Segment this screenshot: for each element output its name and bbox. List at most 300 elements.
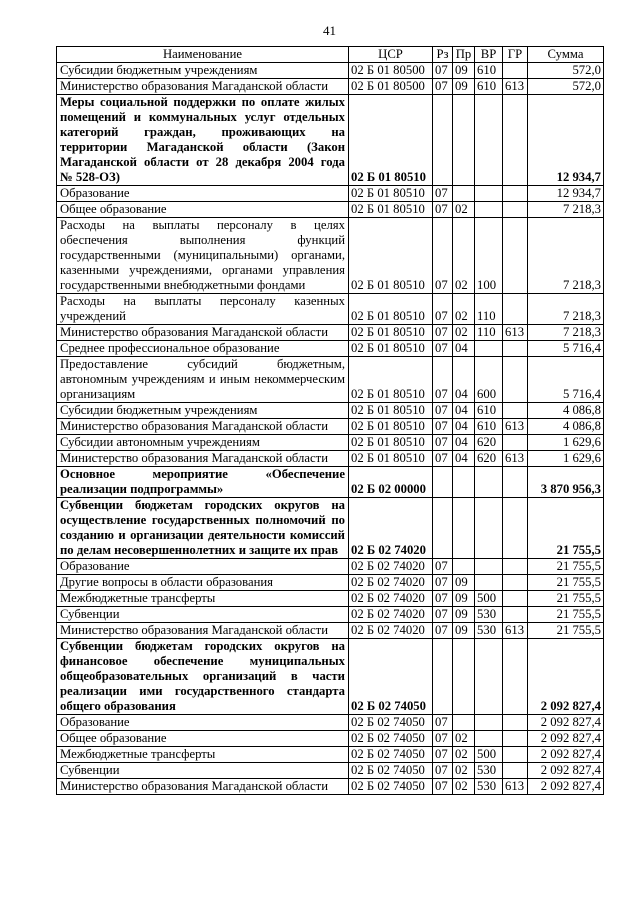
table-row [57,435,604,451]
cell-name-line [60,528,345,543]
word: Магаданской [60,155,137,169]
cell-vr: 610 [475,79,503,95]
cell-gr [503,639,528,715]
cell-gr [503,294,528,325]
cell-gr [503,747,528,763]
word: автономным [60,372,128,386]
word: на [122,218,135,232]
cell-csr: 02 Б 02 74020 [349,623,433,639]
cell-rz [433,467,453,498]
cell-pr [453,186,475,202]
cell-name: Образование [57,186,349,202]
cell-vr: 110 [475,294,503,325]
cell-sum: 7 218,3 [528,325,604,341]
cell-vr [475,639,503,715]
cell-vr: 530 [475,779,503,795]
cell-pr: 04 [453,435,475,451]
cell-csr: 02 Б 02 74050 [349,779,433,795]
cell-gr [503,607,528,623]
word: мероприятие [152,467,228,481]
cell-csr: 02 Б 01 80500 [349,79,433,95]
cell-name-line: № 528-ОЗ) [60,170,120,184]
cell-sum: 2 092 827,4 [528,715,604,731]
cell-csr: 02 Б 02 00000 [349,467,433,498]
word: 28 [215,155,229,169]
cell-name-line: государственными внебюджетными фондами [60,278,306,292]
cell-csr: 02 Б 01 80510 [349,419,433,435]
table-row [57,731,604,747]
cell-vr [475,559,503,575]
cell-pr [453,95,475,186]
word: некоммерческим [254,372,345,386]
cell-name [57,218,349,294]
cell-csr: 02 Б 02 74050 [349,639,433,715]
cell-sum: 572,0 [528,79,604,95]
cell-vr [475,186,503,202]
table-row [57,357,604,403]
cell-pr: 09 [453,623,475,639]
cell-rz: 07 [433,218,453,294]
table-row [57,294,604,325]
cell-gr [503,435,528,451]
cell-gr [503,731,528,747]
cell-name [57,498,349,559]
cell-pr: 04 [453,341,475,357]
word: учреждениями, [129,263,213,277]
word: округов [274,639,320,653]
cell-csr: 02 Б 01 80510 [349,294,433,325]
cell-rz: 07 [433,325,453,341]
word: выплаты [154,294,202,308]
cell-csr: 02 Б 01 80510 [349,325,433,341]
cell-csr: 02 Б 02 74020 [349,575,433,591]
cell-sum: 2 092 827,4 [528,639,604,715]
cell-csr: 02 Б 01 80500 [349,63,433,79]
cell-csr: 02 Б 02 74050 [349,731,433,747]
word: бюджетам [134,498,193,512]
header-pr: Пр [453,47,475,63]
cell-vr: 500 [475,591,503,607]
table-row [57,403,604,419]
table-row [57,325,604,341]
cell-vr: 620 [475,435,503,451]
word: от [196,155,209,169]
cell-name: Субвенции [57,763,349,779]
table-row [57,715,604,731]
cell-csr: 02 Б 02 74050 [349,763,433,779]
cell-name: Субсидии бюджетным учреждениям [57,403,349,419]
cell-name [57,95,349,186]
table-row [57,451,604,467]
word: иным [219,372,251,386]
word: и [208,372,216,386]
cell-name: Субвенции [57,607,349,623]
cell-sum: 21 755,5 [528,575,604,591]
cell-pr: 04 [453,403,475,419]
cell-rz: 07 [433,186,453,202]
cell-gr [503,186,528,202]
word: комиссий [289,528,345,542]
word: органами, [291,248,345,262]
word: отдельных [283,110,345,124]
table-row [57,639,604,715]
cell-name-line [60,248,345,263]
cell-gr [503,341,528,357]
cell-name-line [60,110,345,125]
cell-gr [503,202,528,218]
table-row [57,607,604,623]
cell-sum: 21 755,5 [528,623,604,639]
cell-gr: 613 [503,623,528,639]
word: казенными [60,263,120,277]
cell-vr: 530 [475,623,503,639]
cell-name-line [60,639,345,654]
cell-vr: 500 [475,747,503,763]
table-row [57,623,604,639]
word: созданию [60,528,114,542]
cell-name-line [60,263,345,278]
cell-sum: 5 716,4 [528,341,604,357]
cell-rz: 07 [433,623,453,639]
word: поддержки [173,95,237,109]
word: и [133,110,142,124]
cell-sum: 21 755,5 [528,559,604,575]
table-row [57,419,604,435]
cell-gr [503,467,528,498]
header-name: Наименование [57,47,349,63]
table-row [57,218,604,294]
word: Меры [60,95,95,109]
word: бюджетам [134,639,193,653]
cell-vr: 530 [475,763,503,779]
cell-pr: 09 [453,607,475,623]
cell-sum: 2 092 827,4 [528,763,604,779]
cell-name: Среднее профессиональное образование [57,341,349,357]
cell-pr: 04 [453,357,475,403]
cell-name: Межбюджетные трансферты [57,591,349,607]
cell-sum: 2 092 827,4 [528,731,604,747]
cell-pr: 02 [453,779,475,795]
cell-rz: 07 [433,451,453,467]
word: на [331,639,345,653]
cell-pr: 09 [453,591,475,607]
word: помещений [60,110,126,124]
table-row [57,591,604,607]
cell-pr [453,498,475,559]
word: на [331,498,345,512]
word: государственного [174,684,275,698]
word: городских [204,639,263,653]
word: персоналу [217,218,273,232]
cell-name-line [60,294,345,309]
table-row [57,498,604,559]
cell-pr: 09 [453,575,475,591]
word: округов [274,498,320,512]
cell-vr [475,341,503,357]
cell-name: Образование [57,559,349,575]
table-row [57,559,604,575]
word: Магаданской [146,140,224,154]
cell-csr: 02 Б 02 74050 [349,747,433,763]
cell-pr: 04 [453,419,475,435]
cell-pr: 02 [453,731,475,747]
cell-rz: 07 [433,357,453,403]
cell-gr [503,498,528,559]
word: органами [221,263,273,277]
word: финансовое [60,654,128,668]
cell-vr [475,715,503,731]
word: Расходы [60,218,105,232]
cell-sum: 1 629,6 [528,435,604,451]
cell-vr [475,95,503,186]
cell-vr: 100 [475,218,503,294]
word: в [290,669,298,683]
cell-sum: 1 629,6 [528,451,604,467]
cell-sum: 21 755,5 [528,591,604,607]
word: выполнения [179,233,246,247]
cell-vr [475,731,503,747]
word: (Закон [306,140,345,154]
cell-name: Общее образование [57,731,349,747]
cell-rz [433,498,453,559]
cell-sum: 12 934,7 [528,95,604,186]
cell-name-line [60,140,345,155]
word: социальной [99,95,168,109]
cell-rz: 07 [433,435,453,451]
cell-gr [503,591,528,607]
cell-name-line [60,357,345,372]
cell-rz: 07 [433,731,453,747]
cell-name-line [60,233,345,248]
cell-name: Министерство образования Магаданской области [57,325,349,341]
cell-rz: 07 [433,591,453,607]
cell-pr [453,559,475,575]
cell-name: Субсидии автономным учреждениям [57,435,349,451]
word: по [241,95,256,109]
word: Предоставление [60,357,149,371]
cell-csr: 02 Б 01 80510 [349,218,433,294]
cell-name: Министерство образования Магаданской области [57,79,349,95]
cell-name-line [60,684,345,699]
cell-gr [503,559,528,575]
word: Основное [60,467,115,481]
word: казенных [294,294,345,308]
cell-sum: 2 092 827,4 [528,779,604,795]
cell-gr [503,763,528,779]
header-gr: ГР [503,47,528,63]
word: функций [297,233,345,247]
cell-sum: 4 086,8 [528,403,604,419]
word: на [331,125,345,139]
word: государственными [60,248,161,262]
cell-name: Субсидии бюджетным учреждениям [57,63,349,79]
word: осуществление [60,513,147,527]
cell-csr: 02 Б 01 80510 [349,403,433,419]
word: года [320,155,345,169]
word: области [242,140,288,154]
cell-name-line [60,155,345,170]
cell-pr [453,639,475,715]
cell-rz: 07 [433,575,453,591]
cell-csr: 02 Б 01 80510 [349,341,433,357]
cell-gr [503,575,528,591]
cell-csr: 02 Б 01 80510 [349,451,433,467]
word: выплаты [152,218,200,232]
cell-vr: 620 [475,451,503,467]
cell-name-line: по делам несовершеннолетних и защите их прав [60,543,339,557]
word: учреждениям [131,372,205,386]
table-row [57,79,604,95]
cell-vr: 610 [475,419,503,435]
word: оплате [260,95,300,109]
word: реализации [60,684,127,698]
word: целях [314,218,345,232]
word: граждан, [144,125,196,139]
cell-pr: 02 [453,218,475,294]
cell-name-line: реализации подпрограммы» [60,482,224,496]
word: территории [60,140,128,154]
cell-name: Межбюджетные трансферты [57,747,349,763]
cell-rz: 07 [433,559,453,575]
word: бюджетным, [276,357,345,371]
cell-name: Образование [57,715,349,731]
cell-name: Общее образование [57,202,349,218]
cell-name-line [60,372,345,387]
word: субсидий [187,357,238,371]
cell-name-line [60,654,345,669]
word: проживающих [221,125,306,139]
cell-rz: 07 [433,747,453,763]
cell-pr: 09 [453,79,475,95]
cell-pr: 02 [453,202,475,218]
table-row [57,95,604,186]
table-row [57,575,604,591]
cell-vr: 600 [475,357,503,403]
word: организаций [202,669,277,683]
cell-rz: 07 [433,779,453,795]
word: организации [130,528,204,542]
cell-pr: 02 [453,325,475,341]
cell-vr: 610 [475,403,503,419]
table-row [57,186,604,202]
cell-csr: 02 Б 02 74050 [349,715,433,731]
cell-pr: 04 [453,451,475,467]
cell-gr: 613 [503,779,528,795]
cell-sum: 2 092 827,4 [528,747,604,763]
cell-sum: 21 755,5 [528,498,604,559]
cell-sum: 572,0 [528,63,604,79]
cell-name: Министерство образования Магаданской области [57,451,349,467]
word: части [312,669,345,683]
cell-name-line: учреждений [60,309,126,323]
cell-sum: 12 934,7 [528,186,604,202]
cell-name-line [60,467,345,482]
cell-sum: 7 218,3 [528,294,604,325]
table-row [57,747,604,763]
cell-vr [475,202,503,218]
cell-gr [503,218,528,294]
cell-rz: 07 [433,403,453,419]
cell-name: Другие вопросы в области образования [57,575,349,591]
cell-name [57,357,349,403]
word: управления [282,263,345,277]
cell-name [57,294,349,325]
cell-name: Министерство образования Магаданской области [57,623,349,639]
table-row [57,763,604,779]
word: «Обеспечение [265,467,345,481]
cell-gr [503,95,528,186]
word: Расходы [60,294,105,308]
table-row [57,779,604,795]
cell-rz: 07 [433,763,453,779]
word: обеспечение [153,654,224,668]
cell-gr [503,403,528,419]
word: области [144,155,190,169]
cell-gr: 613 [503,451,528,467]
word: деятельности [208,528,286,542]
cell-pr: 02 [453,294,475,325]
cell-vr: 110 [475,325,503,341]
cell-name-line [60,498,345,513]
cell-pr: 02 [453,763,475,779]
word: Субвенции [60,639,124,653]
header-vr: ВР [475,47,503,63]
cell-rz: 07 [433,341,453,357]
cell-rz: 07 [433,79,453,95]
cell-name-line [60,669,345,684]
cell-csr: 02 Б 01 80510 [349,186,433,202]
cell-vr [475,575,503,591]
cell-pr: 09 [453,63,475,79]
cell-csr: 02 Б 02 74020 [349,559,433,575]
cell-vr [475,467,503,498]
cell-name-line: организациям [60,387,136,401]
cell-rz: 07 [433,202,453,218]
word: по [331,513,345,527]
word: и [118,528,126,542]
word: ими [139,684,163,698]
cell-name-line [60,125,345,140]
cell-pr: 02 [453,747,475,763]
word: государственных [151,513,250,527]
word: Субвенции [60,498,124,512]
word: декабря [235,155,282,169]
cell-sum: 7 218,3 [528,202,604,218]
cell-pr [453,715,475,731]
word: на [123,294,136,308]
table-body [57,63,604,795]
cell-csr: 02 Б 01 80510 [349,435,433,451]
cell-name-line [60,95,345,110]
cell-name-line [60,513,345,528]
word: (муниципальными) [173,248,279,262]
cell-rz: 07 [433,63,453,79]
table-header-row [57,47,604,63]
word: в [290,218,297,232]
word: категорий [60,125,119,139]
table-row [57,202,604,218]
cell-rz: 07 [433,294,453,325]
cell-name-line: общего образования [60,699,176,713]
table-row [57,341,604,357]
cell-vr: 610 [475,63,503,79]
table-row [57,467,604,498]
word: муниципальных [249,654,345,668]
word: полномочий [255,513,326,527]
cell-sum: 5 716,4 [528,357,604,403]
cell-gr: 613 [503,79,528,95]
word: общеобразовательных [60,669,189,683]
